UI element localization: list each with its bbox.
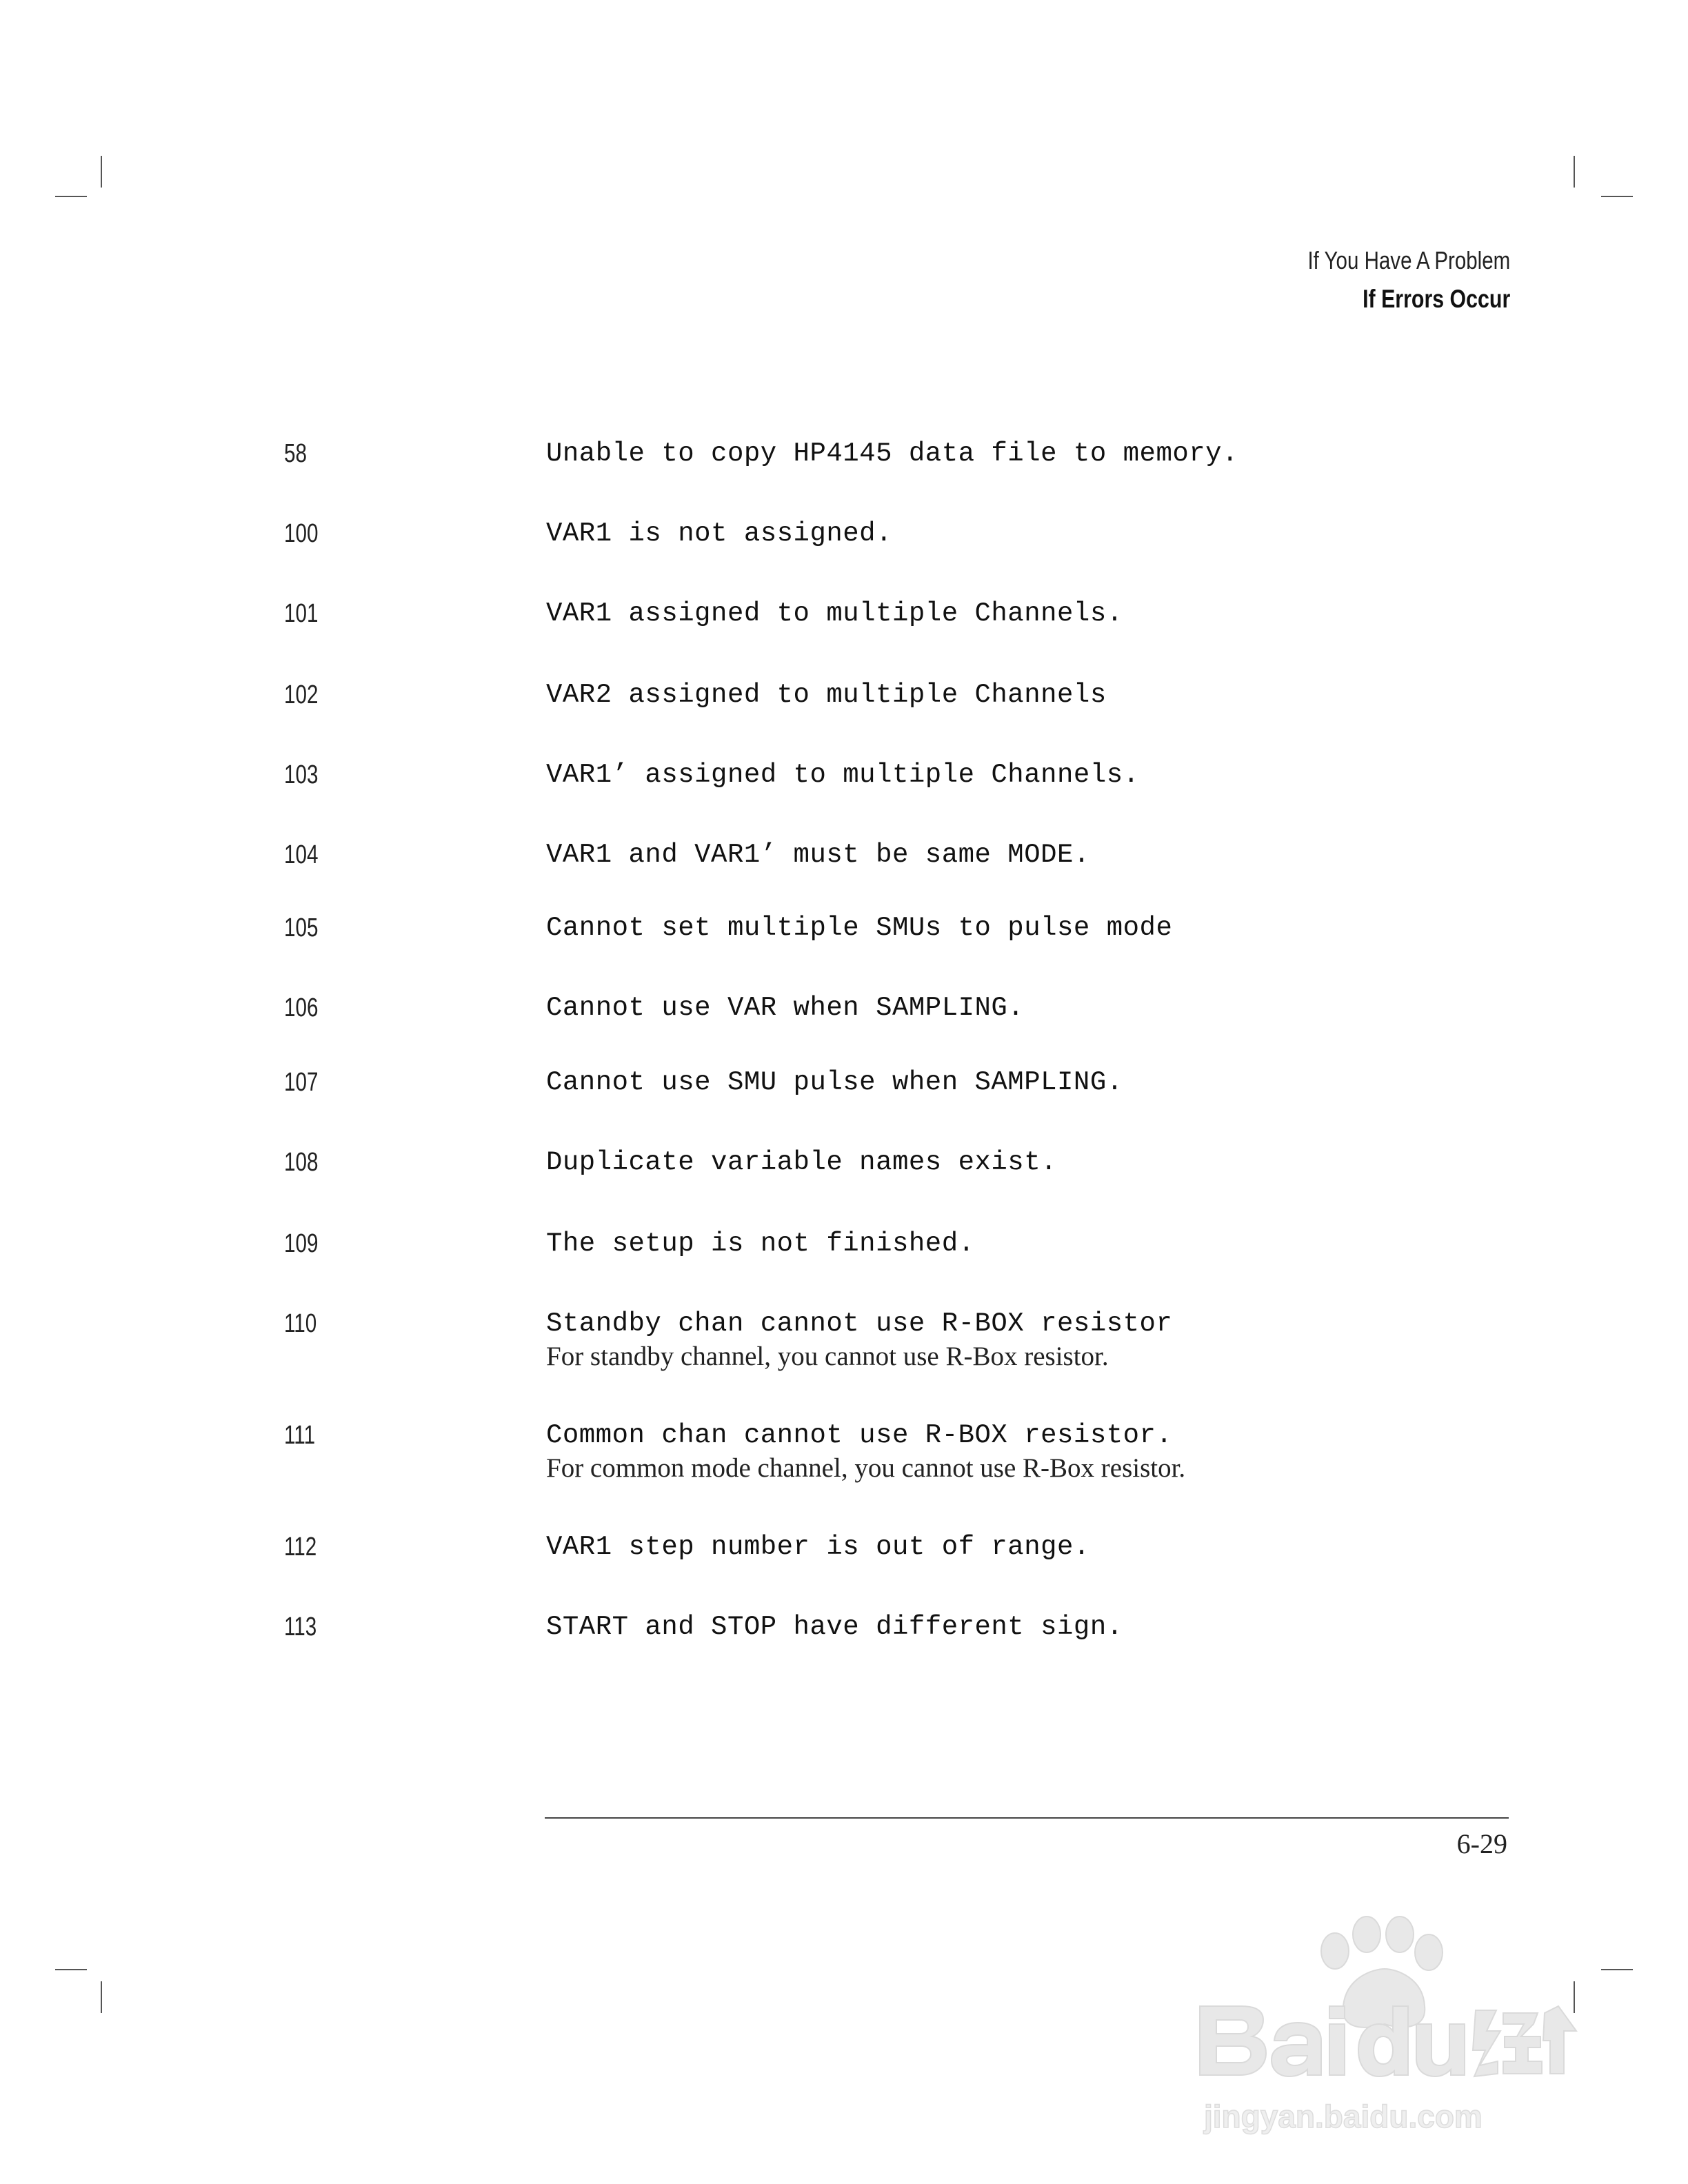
error-code: 58 <box>284 439 307 468</box>
error-code: 112 <box>284 1533 317 1561</box>
baidu-jingyan-watermark <box>1186 1903 1586 2137</box>
error-description: For standby channel, you cannot use R-Box resistor. <box>546 1342 1109 1371</box>
error-code: 100 <box>284 519 319 548</box>
error-message: Duplicate variable names exist. <box>546 1147 1058 1177</box>
crop-mark-bottom-left-h <box>55 1969 87 1970</box>
error-code: 104 <box>284 840 319 869</box>
error-message: VAR1 is not assigned. <box>546 518 892 549</box>
error-code: 106 <box>284 993 319 1022</box>
error-message: Unable to copy HP4145 data file to memory. <box>546 438 1238 469</box>
section-title: If Errors Occur <box>1362 285 1510 313</box>
error-code: 109 <box>284 1229 319 1258</box>
error-code: 107 <box>284 1068 319 1097</box>
page-number: 6-29 <box>1456 1828 1507 1859</box>
error-code: 111 <box>284 1421 316 1450</box>
crop-mark-bottom-left-v <box>101 1981 102 2013</box>
error-code: 103 <box>284 760 319 789</box>
error-message: VAR1’ assigned to multiple Channels. <box>546 760 1140 790</box>
error-code: 108 <box>284 1148 319 1177</box>
crop-mark-bottom-right-h <box>1601 1969 1633 1970</box>
error-description: For common mode channel, you cannot use R-Box resistor. <box>546 1453 1186 1483</box>
error-message: VAR2 assigned to multiple Channels <box>546 680 1107 710</box>
error-code: 102 <box>284 680 319 709</box>
footer-rule <box>545 1817 1509 1819</box>
error-code: 110 <box>284 1309 317 1338</box>
error-message: VAR1 step number is out of range. <box>546 1532 1090 1562</box>
error-code: 113 <box>284 1612 317 1641</box>
error-message: The setup is not finished. <box>546 1228 975 1259</box>
error-message: Standby chan cannot use R-BOX resistor <box>546 1308 1173 1339</box>
error-code: 105 <box>284 913 319 942</box>
error-message: Cannot set multiple SMUs to pulse mode <box>546 913 1173 943</box>
error-message: Cannot use SMU pulse when SAMPLING. <box>546 1067 1123 1098</box>
watermark-url: jingyan.baidu.com <box>1204 2099 1483 2134</box>
error-message: VAR1 assigned to multiple Channels. <box>546 598 1123 629</box>
chapter-title: If You Have A Problem <box>1307 246 1510 274</box>
error-code: 101 <box>284 599 319 628</box>
error-message: Common chan cannot use R-BOX resistor. <box>546 1420 1173 1450</box>
error-message: VAR1 and VAR1’ must be same MODE. <box>546 840 1090 870</box>
error-message: START and STOP have different sign. <box>546 1612 1123 1642</box>
error-message: Cannot use VAR when SAMPLING. <box>546 993 1025 1023</box>
